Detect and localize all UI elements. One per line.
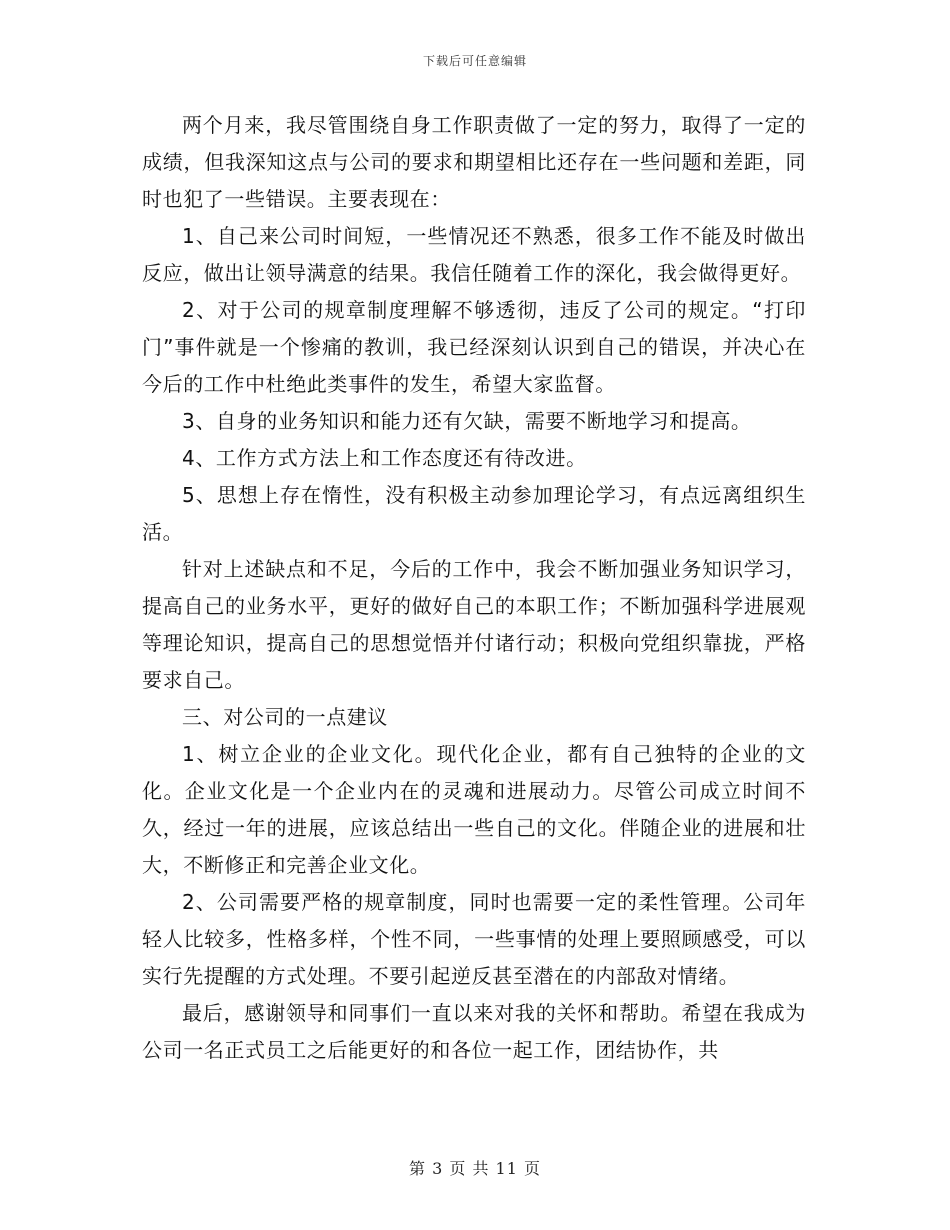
section-heading: 三、对公司的一点建议	[182, 705, 388, 729]
paragraph-9: 1、树立企业的企业文化。现代化企业，都有自己独特的企业的文化。企业文化是一个企业内在的灵魂和进展动力。尽管公司成立时间不久，经过一年的进展，应该总结出一些自己的文化。伴随企业的进展和壮大，不断修正和完善企业文化。	[142, 742, 806, 877]
paragraph-5: 4、工作方式方法上和工作态度还有待改进。	[182, 446, 587, 470]
page-footer: 第 3 页 共 11 页	[409, 1159, 541, 1178]
paragraph-10: 2、公司需要严格的规章制度，同时也需要一定的柔性管理。公司年轻人比较多，性格多样，个性不同，一些事情的处理上要照顾感受，可以实行先提醒的方式处理。不要引起逆反甚至潜在的内部敌对情绪。	[142, 890, 806, 988]
document-body	[142, 107, 806, 1069]
paragraph-4: 3、自身的业务知识和能力还有欠缺，需要不断地学习和提高。	[182, 409, 752, 433]
page-header: 下载后可任意编辑	[422, 54, 527, 68]
paragraph-1: 两个月来，我尽管围绕自身工作职责做了一定的努力，取得了一定的成绩，但我深知这点与公司的要求和期望相比还存在一些问题和差距，同时也犯了一些错误。主要表现在：	[142, 113, 806, 211]
paragraph-3: 2、对于公司的规章制度理解不够透彻，违反了公司的规定。“打印门”事件就是一个惨痛的教训，我已经深刻认识到自己的错误，并决心在今后的工作中杜绝此类事件的发生，希望大家监督。	[142, 298, 806, 396]
paragraph-6: 5、思想上存在惰性，没有积极主动参加理论学习，有点远离组织生活。	[142, 483, 806, 544]
paragraph-7: 针对上述缺点和不足，今后的工作中，我会不断加强业务知识学习，提高自己的业务水平，更好的做好自己的本职工作；不断加强科学进展观等理论知识，提高自己的思想觉悟并付诸行动；积极向党组织靠拢，严格要求自己。	[142, 557, 806, 692]
paragraph-11: 最后，感谢领导和同事们一直以来对我的关怀和帮助。希望在我成为公司一名正式员工之后能更好的和各位一起工作，团结协作，共	[142, 1001, 806, 1062]
paragraph-2: 1、自己来公司时间短，一些情况还不熟悉，很多工作不能及时做出反应，做出让领导满意的结果。我信任随着工作的深化，我会做得更好。	[142, 224, 806, 285]
